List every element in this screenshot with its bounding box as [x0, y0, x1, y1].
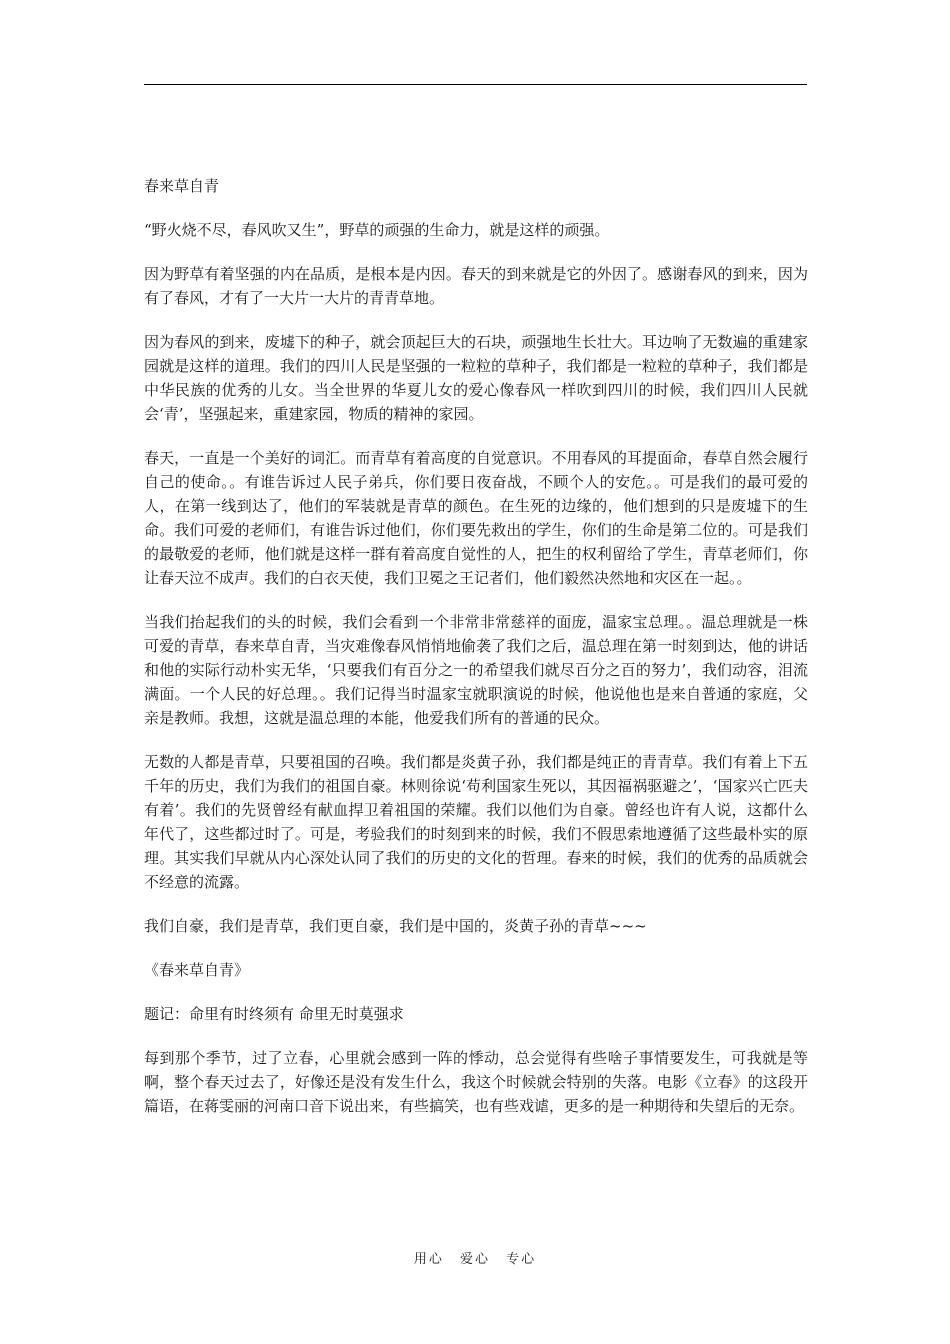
- essay-title: 春来草自青: [144, 177, 220, 195]
- paragraph-10: 每到那个季节，过了立春，心里就会感到一阵的悸动，总会觉得有些啥子事情要发生，可我就是等啊，整个春天过去了，好像还是没有发生什么，我这个时候就会特别的失落。电影《立春》的这段开篇语，在蒋雯丽的河南口音下说出来，有些搞笑，也有些戏谑，更多的是一种期待和失望后的无奈。: [144, 1049, 808, 1115]
- paragraph-1: “野火烧不尽，春风吹又生”，野草的顽强的生命力，就是这样的顽强。: [144, 221, 610, 239]
- paragraph-5: 当我们抬起我们的头的时候，我们会看到一个非常非常慈祥的面庞，温家宝总理。。温总理就是一株可爱的青草，春来草自青，当灾难像春风悄悄地偷袭了我们之后，温总理在第一时刻到达，他的讲话和他的实际行动朴实无华，‘只要我们有百分之一的希望我们就尽百分之百的努力’，我们动容，泪流满面。一个人民的好总理。。我们记得当时温家宝就职演说的时候，他说他也是来自普通的家庭，父亲是教师。我想，这就是温总理的本能，他爱我们所有的普通的民众。: [144, 613, 808, 727]
- document-body: [144, 174, 808, 1138]
- second-essay-title: 《春来草自青》: [144, 961, 250, 979]
- paragraph-4: 春天，一直是一个美好的词汇。而青草有着高度的自觉意识。不用春风的耳提面命，春草自然会履行自己的使命。。有谁告诉过人民子弟兵，你们要日夜奋战，不顾个人的安危。。可是我们的最可爱的人，在第一线到达了，他们的军装就是青草的颜色。在生死的边缘的，他们想到的只是废墟下的生命。我们可爱的老师们，有谁告诉过他们，你们要先救出的学生，你们的生命是第二位的。可是我们的最敬爱的老师，他们就是这样一群有着高度自觉性的人，把生的权利留给了学生，青草老师们，你让春天泣不成声。我们的白衣天使，我们卫冕之王记者们，他们毅然决然地和灾区在一起。。: [144, 449, 808, 587]
- paragraph-7: 我们自豪，我们是青草，我们更自豪，我们是中国的，炎黄子孙的青草~~~: [144, 917, 647, 935]
- paragraph-2: 因为野草有着坚强的内在品质，是根本是内因。春天的到来就是它的外因了。感谢春风的到来，因为有了春风，才有了一大片一大片的青青草地。: [144, 265, 808, 307]
- epigraph: 题记：命里有时终须有 命里无时莫强求: [144, 1005, 404, 1023]
- paragraph-3: 因为春风的到来，废墟下的种子，就会顶起巨大的石块，顽强地生长壮大。耳边响了无数遍的重建家园就是这样的道理。我们的四川人民是坚强的一粒粒的草种子，我们都是一粒粒的草种子，我们都是中华民族的优秀的儿女。当全世界的华夏儿女的爱心像春风一样吹到四川的时候，我们四川人民就会‘青’，坚强起来，重建家园，物质的精神的家园。: [144, 333, 808, 423]
- page-footer: 用心 爱心 专心: [413, 1252, 537, 1267]
- paragraph-6: 无数的人都是青草，只要祖国的召唤。我们都是炎黄子孙，我们都是纯正的青青草。我们有着上下五千年的历史，我们为我们的祖国自豪。林则徐说‘苟利国家生死以，其因福祸驱避之’，‘国家兴亡匹夫有着’。我们的先贤曾经有献血捍卫着祖国的荣耀。我们以他们为自豪。曾经也许有人说，这都什么年代了，这些都过时了。可是，考验我们的时刻到来的时候，我们不假思索地遵循了这些最朴实的原理。其实我们早就从内心深处认同了我们的历史的文化的哲理。春来的时候，我们的优秀的品质就会不经意的流露。: [144, 753, 808, 891]
- header-rule: [144, 84, 807, 85]
